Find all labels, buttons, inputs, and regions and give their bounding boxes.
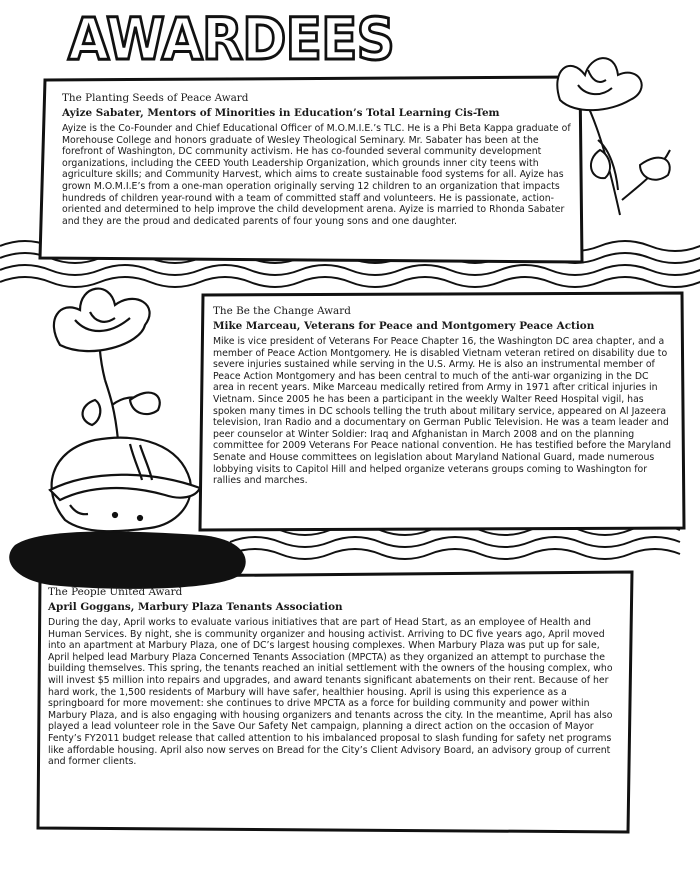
award-name: The Be the Change Award [213, 305, 351, 317]
ground-shadow [9, 531, 245, 588]
awardee-name: Ayize Sabater, Mentors of Minorities in Education’s Total Learning Cis-Tem [62, 107, 500, 119]
award-block-3 [48, 585, 618, 768]
award-name: The People United Award [48, 586, 183, 598]
award-block-2 [213, 304, 671, 487]
award-description: During the day, April works to evaluate various initiatives that are part of Head Start, as an employee of Health and Human Services. By night, she is community organizer and housing activist. Arriving to DC five years ago, April moved into an apartment at Marbury Plaza, one of DC’s largest housing complexes. When Marbury Plaza was put up for sale, April helped lead Marbury Plaza Concerned Tenants Association (MPCTA) as they organized an attempt to purchase the building themselves. This spring, the tenants reached an initial settlement with the owners of the housing complex, who will invest $5 million into repairs and upgrades, and award tenants significant abatements on their rent. Because of her hard work, the 1,500 residents of Marbury will have safer, healthier housing. April is using this experience as a springboard for more movement: she continues to drive MPCTA as a force for building community and power within Marbury Plaza, and is also engaging with housing organizers and tenants across the city. In the meantime, April has also played a lead volunteer role in the Save Our Safety Net campaign, planning a direct action on the occasion of Mayor Fenty’s FY2011 budget release that called attention to his imbalanced proposal to slash funding for safety net programs like affordable housing. April also now serves on Bread for the City’s Client Advisory Board, an advisory group of current and former clients. [48, 617, 613, 768]
awardee-name: Mike Marceau, Veterans for Peace and Montgomery Peace Action [213, 320, 595, 332]
page-heading: AWARDEES [68, 5, 395, 73]
helmet-flower-illustration [50, 289, 200, 532]
awardee-name: April Goggans, Marbury Plaza Tenants Association [48, 601, 343, 613]
award-description: Mike is vice president of Veterans For Peace Chapter 16, the Washington DC area chapter, and a member of Peace Action Montgomery. He is disabled Vietnam veteran retired on disability due to severe injuries sustained while serving in the U.S. Army. He is also an instrumental member of Peace Action Montgomery and has been central to much of the anti-war organizing in the DC area in recent years. Mike Marceau medically retired from Army in 1971 after critical injuries in Vietnam. Since 2005 he has been a participant in the weekly Walter Reed Hospital vigil, has spoken many times in DC schools telling the truth about military service, appeared on Al Jazeera television, Iran Radio and a documentary on German Public Television. He was a team leader and peer counselor at Winter Soldier: Iraq and Afghanistan in March 2008 and on the planning committee for 2009 Veterans For Peace national convention. He has testified before the Maryland Senate and House committees on legislation about Maryland National Guard, made numerous lobbying visits to Capitol Hill and helped organize veterans groups coming to Washington for rallies and marches. [213, 336, 672, 487]
award-description: Ayize is the Co-Founder and Chief Educational Officer of M.O.M.I.E.’s TLC. He is a Phi Beta Kappa graduate of Morehouse College and honors graduate of Wesley Theological Seminary. Mr. Sabater has been at the forefront of Washington, DC community activism. He has co-founded several community development organizations, including the CEED Youth Leadership Organization, which grounds inner city teens with agriculture skills; and Community Harvest, which aims to create sustainable food systems for all. Ayize has grown M.O.M.I.E’s from a one-man operation originally serving 12 children to an organization that impacts hundreds of children year-round with a team of committed staff and volunteers. He is passionate, action-oriented and determined to help improve the child development arena. Ayize is married to Rhonda Sabater and they are the proud and dedicated parents of four young sons and one daughter. [62, 123, 571, 227]
award-block-1 [62, 91, 572, 227]
award-name: The Planting Seeds of Peace Award [62, 92, 249, 104]
